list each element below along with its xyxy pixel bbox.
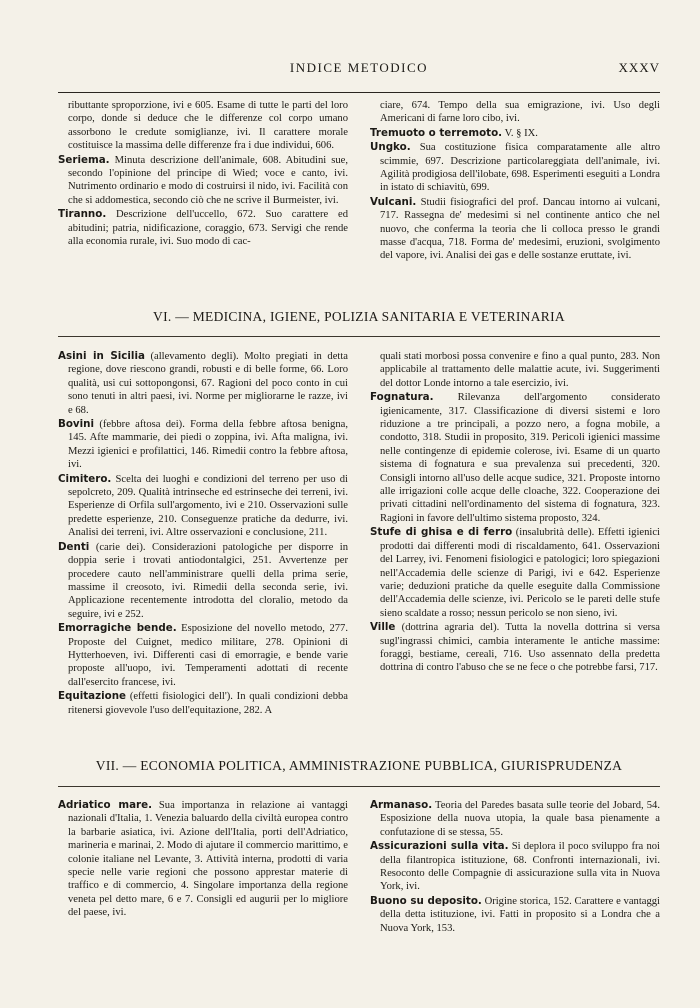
entry-continuation <box>370 350 660 390</box>
entry-heading: Equitazione <box>58 690 127 703</box>
entry-text: Rilevanza dell'argomento considerato igienicamente, 317. Classificazione di diversi sistemi e loro riduzione a tre principali, a pozzo nero, a fogna mobile, a condotto, 318. Studii in proposito, 319. Pericoli igienici massime nelle contingenze di epidemie colerose, ivi. Esame di un quarto sistema di fognatura e sua prevalenza sui precedenti, 320. Consigli intorno all'uso delle acque sudice, 321. Proposte intorno alle irrigazioni colle acque delle cloache, 322. Cooperazione dei privati cittadini nell'ordinamento del sistema di fognatura, 323. Ragioni in favore dell'ultimo sistema proposto, 324. <box>380 392 660 524</box>
running-head <box>58 60 660 82</box>
index-entry <box>370 799 660 839</box>
index-entry <box>370 141 660 195</box>
index-entry <box>370 127 660 140</box>
entry-text: Origine storica, 152. Carattere e vantaggi della detta istituzione, ivi. Fatti in proposito si a Londra che a Nuova York, 153. <box>380 895 660 934</box>
entry-text: Esposizione del novello metodo, 277. Proposte del Cuignet, medico militare, 278. Opinioni di Hytterhoeven, ivi. Differenti casi di emorragie, e bende varie proposte all'uopo, ivi. Temperamenti adottati di recente dall'esercito francese, ivi. <box>68 623 348 688</box>
index-entry <box>58 541 348 621</box>
entry-text: ributtante sproporzione, ivi e 605. Esame di tutte le parti del loro corpo, donde si deduce che le differenze col corpo umano assorbono le credute somiglianze, ivi. Il carattere morale costituisce la massima delle differenze fra i due individui, 606. <box>68 100 348 152</box>
entry-text: (dottrina agraria del). Tutta la novella dottrina si versa sugl'ingrassi chimici, cambia interamente le antiche massime: foraggi, bestiame, cereali, 716. Uso assennato della predetta dottrina di contro l'abuso che se ne fece o che potrebbe farsi, 717. <box>380 622 660 674</box>
entry-heading: Cimitero. <box>58 472 112 485</box>
index-entry <box>58 622 348 689</box>
index-entry <box>370 895 660 935</box>
index-entry <box>58 799 348 920</box>
entry-text: ciare, 674. Tempo della sua emigrazione, ivi. Uso degli Americani di farne loro cibo, ivi. <box>380 100 660 125</box>
entry-continuation <box>58 99 348 153</box>
entry-heading: Bovini <box>58 418 95 431</box>
entry-text: Sua importanza in relazione ai vantaggi nazionali d'Italia, 1. Venezia baluardo della civiltà europea contro la barbarie asiatica, ivi. Azione dell'Italia, porti dell'Adriatico, marineria e marinai, 2. Modo di ajutare il commercio marittimo, e colonie italiane nel Levante, 3. Attività interna, prodotti di varia specie nelle varie regioni che possono apprestar materie di traffico e di commercio, 4. Singolare importanza della regione veneta pel detto mare, 6 e 7. Consigli ed augurii per lo migliore del paese, ivi. <box>68 800 349 919</box>
index-entry <box>370 526 660 620</box>
entry-heading: Asini in Sicilia <box>58 350 145 362</box>
header-rule <box>58 92 660 93</box>
entry-text: (carie dei). Considerazioni patologiche per disporre in doppia serie i trovati antiodontalgici, 251. Avvertenze per procedere cauto nell'amministrare quelli della prima serie, massime il creosoto, ivi. Rimedii della seconda serie, ivi. Applicazione recentemente introdotta del cloralio, metodo da seguire, ivi e 252. <box>68 541 349 620</box>
entry-continuation <box>370 99 660 126</box>
entry-text: (insalubrità delle). Effetti igienici prodotti dai differenti modi di riscaldamento, 641. Osservazioni del Larrey, ivi. Fenomeni fisiologici e patologici; loro spiegazioni nell'Accademia delle scienze di Parigi, ivi e 642. Esperienze varie; deduzioni pratiche da quelle eseguite dalla Commissione dell'Accademia delle scienze, ivi. Pericolo se le pareti delle stufe sieno scaldate a rosso; nessun pericolo se non sieno, ivi. <box>380 527 660 619</box>
right-column <box>370 350 660 718</box>
index-entry <box>58 473 348 540</box>
section-title-economia: VII. — ECONOMIA POLITICA, AMMINISTRAZIONE PUBBLICA, GIURISPRUDENZA <box>95 758 623 773</box>
entry-text: (allevamento degli). Molto pregiati in detta regione, dove riescono grandi, robusti e di belle forme, 66. Loro qualità, usi cui sottopongonsi, 67. Ragioni del poco conto in cui sono tenuti in altri paesi, ivi. Norme per migliorarne le razze, ivi e 68. <box>68 351 348 416</box>
left-column <box>58 99 348 264</box>
entry-heading: Assicurazioni sulla vita. <box>370 840 509 853</box>
section-title-medicina: VI. — MEDICINA, IGIENE, POLIZIA SANITARIA E VETERINARIA <box>153 309 565 324</box>
continuation-block <box>58 99 660 264</box>
entry-heading: Armanaso. <box>370 799 433 811</box>
right-column <box>370 99 660 264</box>
left-column <box>58 799 348 936</box>
section-economia-body <box>58 799 660 936</box>
entry-heading: Ungko. <box>370 141 411 154</box>
index-entry <box>58 690 348 717</box>
entry-heading: Fognatura. <box>370 391 434 404</box>
entry-text: (effetti fisiologici dell'). In quali condizioni debba ritenersi giovevole l'uso dell'equitazione, 282. A <box>68 691 349 716</box>
entry-heading: Adriatico mare. <box>58 799 152 811</box>
entry-heading: Emorragiche bende. <box>58 622 177 635</box>
entry-heading: Denti <box>58 540 90 553</box>
index-entry <box>58 208 348 248</box>
right-column <box>370 799 660 936</box>
index-entry <box>370 391 660 525</box>
entry-text: Studii fisiografici del prof. Dancau intorno ai vulcani, 717. Rassegna de' medesimi si nel continente antico che nel nuovo, che conferma la teoria che li colloca presso le grandi masse d'acqua, 718. Forma de' medesimi, eruzioni, svolgimento del vapore, ivi. Analisi dei gas e delle sostanze eruttate, ivi. <box>380 196 660 262</box>
section-rule <box>58 786 660 787</box>
entry-heading: Tremuoto o terremoto. <box>370 126 503 139</box>
index-entry <box>370 621 660 675</box>
entry-heading: Buono su deposito. <box>370 894 482 907</box>
index-entry <box>370 196 660 263</box>
section-rule <box>58 336 660 337</box>
index-entry <box>370 840 660 894</box>
entry-heading: Stufe di ghisa e di ferro <box>370 526 513 539</box>
entry-text: Scelta dei luoghi e condizioni del terreno per uso di sepolcreto, 209. Qualità intrinseche ed estrinseche dei terreni, ivi. Esperienze di Orfila sull'argomento, ivi e 210. Osservazioni sulle predette esperienze, 210. Conseguenze pratiche da dedurre, ivi. Analisi dei terreni, ivi. Altre osservazioni e conclusione, 211. <box>68 473 348 539</box>
index-entry <box>58 350 348 417</box>
left-column <box>58 350 348 718</box>
entry-text: (febbre aftosa dei). Forma della febbre aftosa benigna, 145. Afte mammarie, dei piedi o zoppina, ivi. Afta maligna, ivi. Mezzi igienici e profilattici, 146. Rimedii contro la febbre aftosa, ivi. <box>68 419 348 471</box>
page-number: XXXV <box>618 60 660 75</box>
entry-heading: Vulcani. <box>370 195 417 208</box>
entry-text: Teoria del Paredes basata sulle teorie del Jobard, 54. Esposizione della nuova utopia, la quale basa pienamente a confutazione di se stessa, 55. <box>380 800 660 838</box>
index-entry <box>58 154 348 208</box>
entry-text: V. § IX. <box>504 127 538 139</box>
entry-heading: Ville <box>370 621 396 634</box>
entry-text: Sua costituzione fisica comparatamente alle altro scimmie, 697. Descrizione particolareggiata dell'animale, ivi. Agilità prodigiosa dell'ilobate, 698. Esperimenti eseguiti a Londra in istato di schiavitù, 699. <box>380 142 660 194</box>
entry-text: Minuta descrizione dell'animale, 608. Abitudini sue, secondo l'opinione del principe di Wied; voce e canto, ivi. Nutrimento ordinario e modo di costruirsi il nido, ivi. Facilità con che si addomestica, secondo ciò che ne scrive il Burmeister, ivi. <box>68 154 348 206</box>
index-entry <box>58 418 348 472</box>
entry-text: quali stati morbosi possa convenire e fino a qual punto, 283. Non applicabile al trattamento delle malattie acute, ivi. Suggerimenti del dottor Londe intorno a tale esercizio, ivi. <box>380 351 660 389</box>
running-title: INDICE METODICO <box>289 60 429 75</box>
entry-text: Descrizione dell'uccello, 672. Suo carattere ed abitudini; patria, nidificazione, coraggio, 673. Servigi che rende alla economia rurale, ivi. Suo modo di cac- <box>68 209 348 248</box>
entry-text: Si deplora il poco sviluppo fra noi della filantropica istituzione, 68. Confronti internazionali, ivi. Resoconto delle Compagnie di assicurazione sulla vita in Nuova York, ivi. <box>380 841 660 893</box>
entry-heading: Tiranno. <box>58 208 107 221</box>
entry-heading: Seriema. <box>58 153 110 166</box>
section-medicina-body <box>58 350 660 718</box>
